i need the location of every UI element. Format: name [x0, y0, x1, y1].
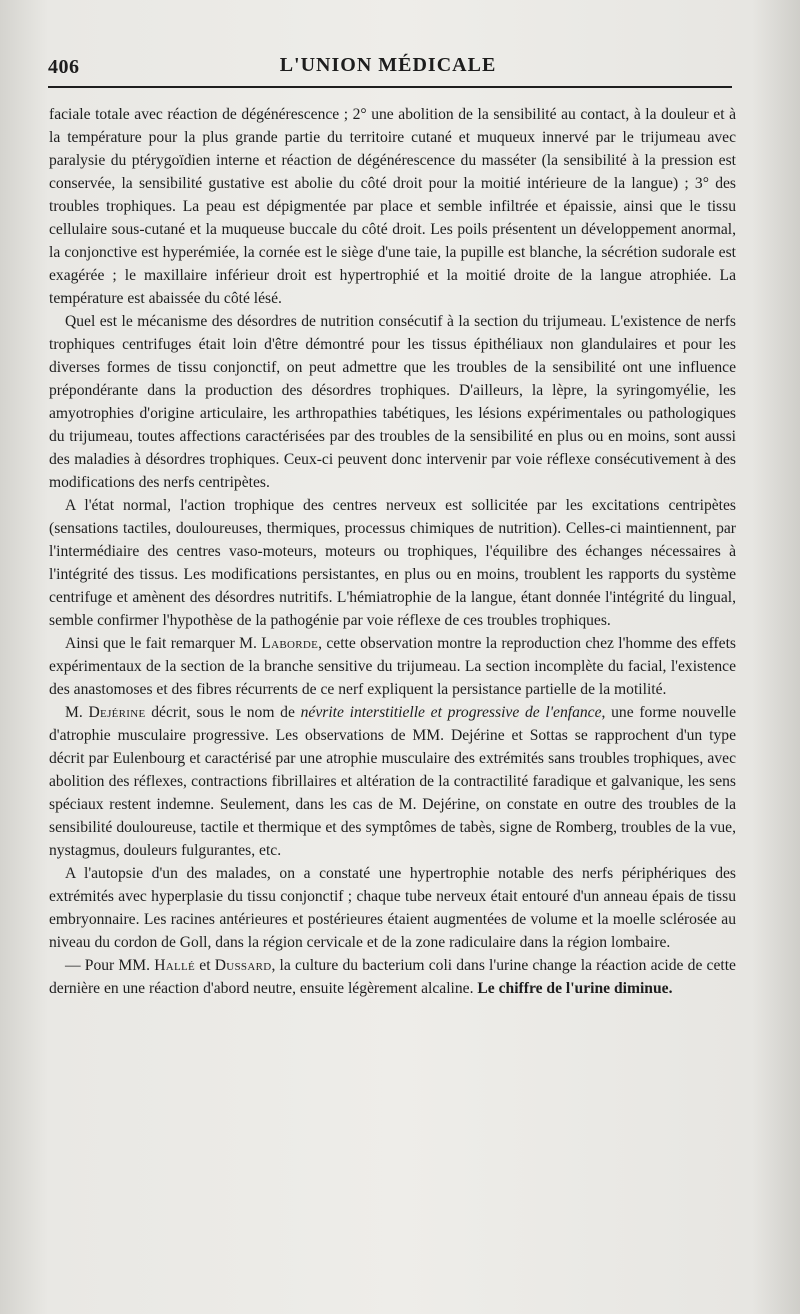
author-name-dussard: Dussard — [214, 957, 272, 974]
closing-sentence: Le chiffre de l'urine diminue. — [477, 980, 673, 997]
header-rule — [48, 86, 732, 88]
author-name-laborde: Laborde — [261, 635, 319, 652]
text-run: , une forme nouvelle d'atrophie musculaire progressive. Les observations de MM. Dejérine et Sottas se rapprochent d'un type décrit par Eulenbourg et caractérisé par une atrophie musculaire des extrémités sans troubles trophiques, avec abolition des réflexes, contractions fibrillaires et altération de la contractilité faradique et galvanique, les sens spéciaux restent indemne. Seulement, dans les cas de M. Dejérine, on constate en outre des troubles de la sensibilité douloureuse, tactile et thermique et des symptômes de tabès, signe de Romberg, troubles de la vue, nystagmus, douleurs fulgurantes, etc. — [49, 704, 736, 859]
paragraph-halle-dussard — [49, 954, 736, 1000]
author-name-halle: Hallé — [154, 957, 196, 974]
text-run: — Pour MM. — [65, 957, 155, 974]
running-title: L'UNION MÉDICALE — [279, 54, 497, 76]
text-run: , cette observation montre la reproduction chez l'homme des effets expérimentaux de la section de la branche sensitive du trijumeau. La section incomplète du facial, l'existence des anastomoses et des fibres récurrents de ce nerf expliquent la persistance partielle de la motilité. — [49, 635, 737, 698]
paragraph-normal-state: A l'état normal, l'action trophique des centres nerveux est sollicitée par les excitations centripètes (sensations tactiles, douloureuses, thermiques, processus chimiques de nutrition). Celles-ci maintiennent, par l'intermédiaire des centres vaso-moteurs, moteurs ou trophiques, l'équilibre des échanges nécessaires à l'intégrité des tissus. Les modifications persistantes, en plus ou en moins, troublent les rapports du système centrifuge et amènent des désordres nutritifs. L'hémiatrophie de la langue, étant donnée l'intégrité du lingual, semble confirmer l'hypothèse de la pathogénie par voie réflexe de ces troubles trophiques. — [49, 497, 736, 629]
text-run: Ainsi que le fait remarquer M. — [65, 635, 262, 652]
page-header — [46, 50, 730, 84]
paragraph-autopsy: A l'autopsie d'un des malades, on a constaté une hypertrophie notable des nerfs périphériques des extrémités avec hyperplasie du tissu conjonctif ; chaque tube nerveux était entouré d'un anneau épais de tissu embryonnaire. Les racines antérieures et postérieures étaient augmentées de volume et la moelle sclérosée au niveau du cordon de Goll, dans la région cervicale et de la zone radiculaire dans la région lombaire. — [49, 865, 736, 951]
paragraph-dejerine — [49, 701, 736, 862]
disease-name-italic: névrite interstitielle et progressive de l'enfance — [300, 704, 602, 721]
author-name-dejerine: Dejérine — [88, 704, 146, 721]
text-run: , la culture du bacterium coli dans l'urine change la réaction acide de cette dernière en une réaction d'abord neutre, ensuite légèrement alcaline. — [49, 957, 736, 997]
text-run: décrit, sous le nom de — [145, 704, 301, 721]
text-run: M. — [65, 704, 89, 721]
paragraph-laborde — [49, 632, 736, 701]
paragraph-mechanism: Quel est le mécanisme des désordres de nutrition consécutif à la section du trijumeau. L'existence de nerfs trophiques centrifuges était loin d'être démontré pour les tissus épithéliaux non glandulaires et pour les diverses formes de tissu conjonctif, on peut admettre que les troubles de la sensibilité ont une influence prépondérante dans la production des désordres trophiques. D'ailleurs, la lèpre, la syringomyélie, les amyotrophies d'origine articulaire, les arthropathies tabétiques, les lésions expérimentales ou pathologiques du trijumeau, toutes affections caractérisées par des troubles de la sensibilité en plus ou en moins, sont aussi des maladies à désordres trophiques. Ceux-ci peuvent donc intervenir par voie réflexe consécutivement à des modifications des nerfs centripètes. — [49, 313, 736, 491]
paragraph-continuation: faciale totale avec réaction de dégénérescence ; 2° une abolition de la sensibilité au contact, à la douleur et à la température pour la plus grande partie du territoire cutané et muqueux innervé par le trijumeau avec paralysie du ptérygoïdien interne et réaction de dégénérescence du masséter (la sensibilité à la pression est conservée, la sensibilité gustative est abolie du côté droit pour la moitié intérieure de la langue) ; 3° des troubles trophiques. La peau est dépigmentée par place et semble infiltrée et épaissie, ainsi que le tissu cellulaire sous-cutané et la muqueuse buccale du côté droit. Les poils présentent un développement anormal, la conjonctive est hyperémiée, la cornée est le siège d'une taie, la pupille est blanche, la sécrétion sudorale est exagérée ; le maxillaire inférieur droit est hypertrophié et la moitié droite de la langue atrophiée. La température est abaissée du côté lésé. — [49, 106, 736, 307]
article-body — [49, 103, 736, 1000]
page-number: 406 — [48, 56, 80, 78]
text-run: et — [195, 957, 215, 974]
